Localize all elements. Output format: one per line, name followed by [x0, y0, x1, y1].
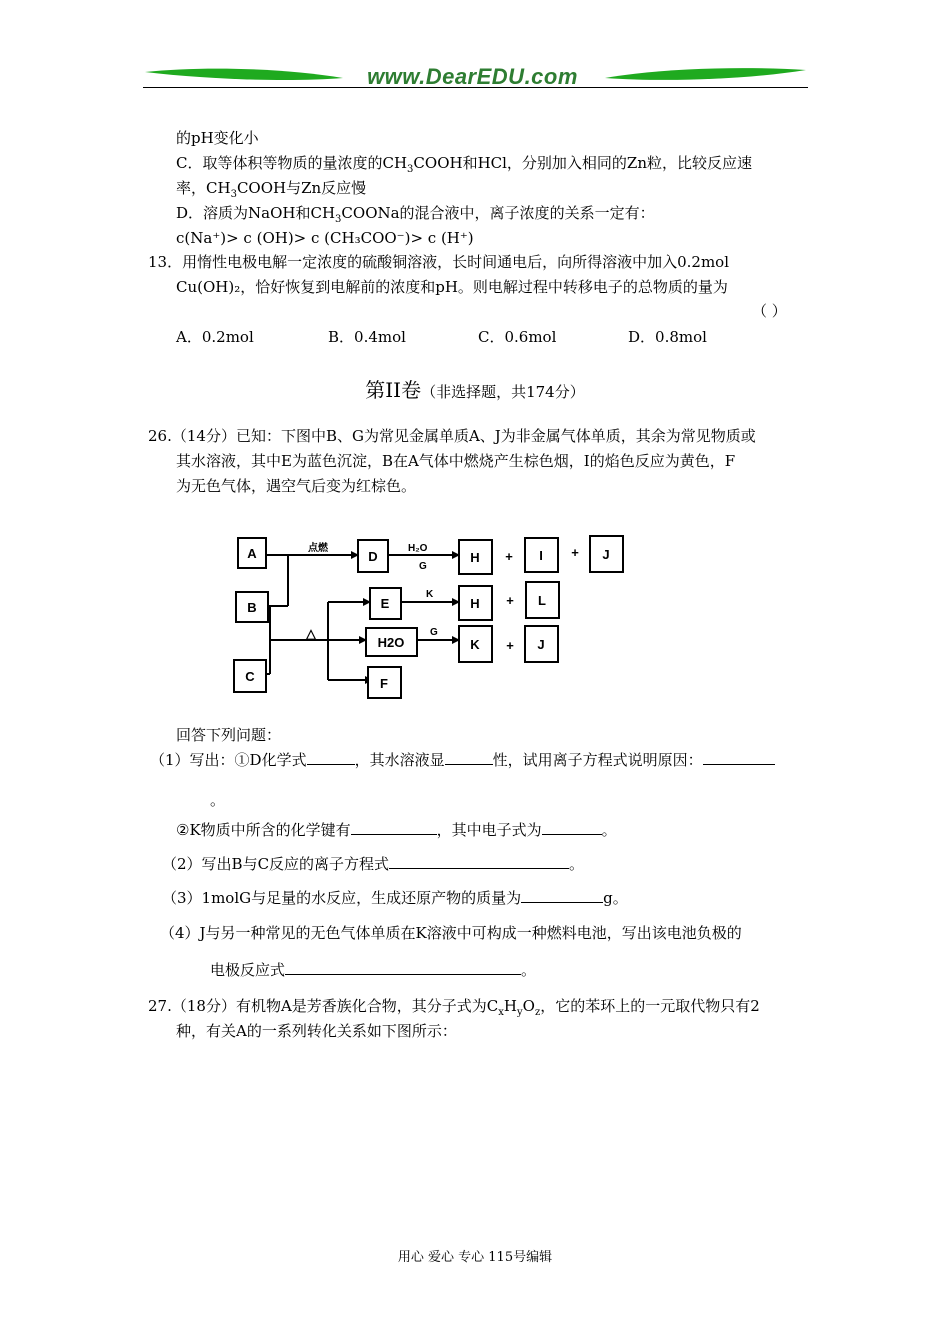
plus-sign: + — [506, 638, 514, 653]
q12-option-d-line2: c(Na⁺)> c (OH)> c (CH₃COO⁻)> c (H⁺) — [176, 229, 474, 247]
brand-logo: www.DearEDU.com — [367, 64, 578, 89]
plus-sign: + — [505, 549, 513, 564]
q12-option-c-line2: 率，$CH_3COOH$与Zn反应慢 — [176, 179, 367, 200]
q26-part4-line2: 电极反应式 。 — [210, 961, 537, 979]
q13-line1: 13．用惰性电极电解一定浓度的硫酸铜溶液，长时间通电后，向所得溶液中加入0.2mol — [148, 253, 729, 271]
q13-answer-paren: （ ） — [752, 302, 787, 320]
page-footer: 用心 爱心 专心 115号编辑 — [397, 1250, 553, 1265]
edge-label-h2o: H₂O — [408, 543, 428, 554]
q13-option-b: B．0.4mol — [328, 328, 406, 346]
q26-part3: （3）1molG与足量的水反应，生成还原产物的质量为 g。 — [162, 889, 628, 907]
q26-line3: 为无色气体，遇空气后变为红棕色。 — [176, 477, 417, 495]
edge-label-k: K — [426, 589, 434, 600]
q26-part1a-tail: 。 — [210, 791, 226, 809]
edge-label-g2: G — [430, 627, 438, 638]
q26-part1a: （1）写出：①D化学式 ，其水溶液显 性，试用离子方程式说明原因： — [150, 750, 775, 770]
edge-label-heat: △ — [306, 626, 316, 641]
q26-answer-intro: 回答下列问题： — [176, 726, 282, 744]
node-f-label: F — [380, 676, 388, 691]
q27-line1: 27.（18分）有机物A是芳香族化合物，其分子式为$C_xH_yO_z$，它的苯环上的一元取代物只有2 — [148, 997, 760, 1018]
node-i-label: I — [539, 548, 543, 563]
reaction-flow-diagram — [228, 528, 628, 704]
q26-line2: 其水溶液，其中E为蓝色沉淀，B在A气体中燃烧产生棕色烟，I的焰色反应为黄色，F — [176, 452, 736, 470]
plus-sign: + — [506, 593, 514, 608]
q13-option-a: A．0.2mol — [176, 328, 254, 346]
q26-part2: （2）写出B与C反应的离子方程式 。 — [162, 855, 585, 873]
node-b-label: B — [247, 600, 257, 615]
node-h2-label: H — [470, 596, 480, 611]
node-j1-label: J — [602, 547, 610, 562]
q27-line2: 种，有关A的一系列转化关系如下图所示： — [176, 1022, 457, 1040]
section-title: 第II卷（非选择题，共174分） — [365, 378, 585, 402]
node-h1-label: H — [470, 550, 480, 565]
node-h2o-label: H2O — [377, 635, 405, 650]
node-d-label: D — [368, 549, 378, 564]
node-c-label: C — [245, 669, 255, 684]
q26-part1b: ②K物质中所含的化学键有 ，其中电子式为 。 — [176, 821, 617, 839]
q13-option-d: D．0.8mol — [628, 328, 707, 346]
q12-option-d-line1: D．溶质为NaOH和$CH_3COONa$的混合液中，离子浓度的关系一定有： — [176, 204, 655, 225]
edge-label-burn: 点燃 — [308, 543, 328, 554]
node-k-label: K — [470, 637, 480, 652]
q26-part4-line1: （4）J与另一种常见的无色气体单质在K溶液中可构成一种燃料电池，写出该电池负极的 — [160, 924, 742, 942]
node-a-label: A — [247, 546, 257, 561]
node-j2-label: J — [537, 637, 545, 652]
header-rule — [143, 87, 808, 88]
q13-option-c: C．0.6mol — [478, 328, 557, 346]
node-e-label: E — [380, 596, 390, 611]
plus-sign: + — [571, 545, 579, 560]
q13-line2: Cu(OH)₂，恰好恢复到电解前的浓度和pH。则电解过程中转移电子的总物质的量为 — [176, 278, 728, 296]
q12-b-tail: 的pH变化小 — [176, 129, 259, 147]
q26-line1: 26.（14分）已知：下图中B、G为常见金属单质A、J为非金属气体单质，其余为常见物质或 — [148, 427, 756, 445]
node-l-label: L — [538, 593, 546, 608]
q12-option-c-line1: C．取等体积等物质的量浓度的$CH_3COOH$和HCl，分别加入相同的Zn粒，比较反应速 — [176, 154, 753, 175]
edge-label-g1: G — [419, 561, 427, 572]
